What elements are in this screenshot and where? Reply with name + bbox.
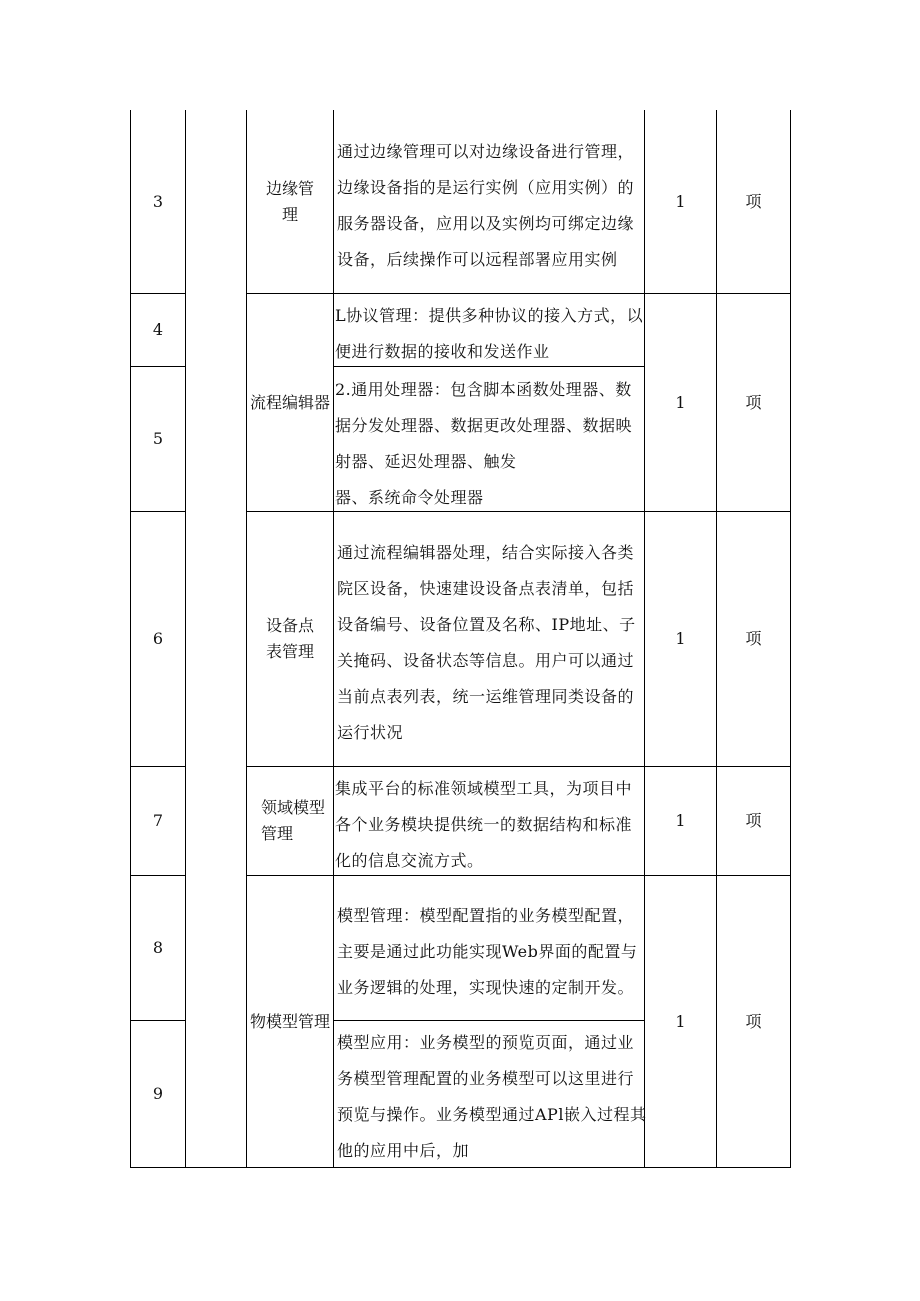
unit: 项 — [745, 191, 762, 211]
item-name-line: 管理 — [261, 824, 294, 843]
desc-line: 边缘设备指的是运行实例（应用实例）的 — [337, 178, 635, 197]
item-name-line: 设备点 — [265, 616, 314, 635]
item-description — [335, 372, 632, 516]
desc-line: 主要是通过此功能实现Web界面的配置与 — [337, 942, 638, 961]
table-col-divider — [185, 110, 186, 1168]
unit: 项 — [745, 392, 762, 412]
quantity: 1 — [675, 1011, 686, 1031]
desc-line: 模型应用：业务模型的预览页面，通过业 — [337, 1033, 635, 1052]
desc-line: 业务逻辑的处理，实现快速的定制开发。 — [337, 978, 635, 997]
item-description — [335, 771, 632, 879]
item-description — [337, 898, 637, 1006]
quantity: 1 — [675, 629, 686, 648]
desc-line: 当前点表列表，统一运维管理同类设备的 — [337, 687, 635, 706]
item-name-line: 理 — [281, 204, 298, 224]
item-name-line: 表管理 — [265, 642, 314, 661]
item-name — [247, 512, 333, 766]
item-description — [337, 1025, 646, 1169]
desc-line: 设备，后续操作可以远程部署应用实例 — [337, 250, 618, 269]
item-description — [335, 298, 643, 370]
row-number: 5 — [152, 429, 164, 448]
row-number: 3 — [152, 191, 164, 211]
desc-line: 各个业务模块提供统一的数据结构和标准 — [335, 815, 633, 834]
desc-line: 模型管理：模型配置指的业务模型配置， — [337, 906, 635, 925]
desc-line: 设备编号、设备位置及名称、IP地址、子 — [337, 615, 636, 634]
desc-line: 服务器设备，应用以及实例均可绑定边缘 — [337, 214, 635, 233]
table-border-right — [790, 110, 791, 1168]
desc-line: 院区设备，快速建设设备点表清单，包括 — [337, 579, 635, 598]
item-name-thing-model: 物模型管理 — [249, 1011, 330, 1031]
desc-line: 通过流程编辑器处理，结合实际接入各类 — [337, 543, 635, 562]
desc-line: 2.通用处理器：包含脚本函数处理器、数 — [335, 380, 632, 399]
row-divider — [333, 1020, 644, 1021]
desc-line: 射器、延迟处理器、触发 — [335, 452, 517, 471]
desc-line: 通过边缘管理可以对边缘设备进行管理， — [337, 142, 635, 161]
desc-line: 化的信息交流方式。 — [335, 851, 484, 870]
unit: 项 — [745, 811, 762, 830]
row-number: 6 — [152, 629, 164, 648]
item-name — [247, 110, 333, 293]
item-description — [337, 535, 636, 751]
row-number: 8 — [152, 938, 164, 957]
desc-line: 集成平台的标准领域模型工具，为项目中 — [335, 779, 633, 798]
item-name — [247, 767, 333, 875]
item-name-flow-editor: 流程编辑器 — [249, 392, 330, 412]
row-number: 7 — [152, 811, 164, 830]
item-name-line: 边缘管 — [265, 178, 314, 198]
quantity: 1 — [675, 392, 686, 412]
desc-line: 器、系统命令处理器 — [335, 488, 484, 507]
table-col-divider — [333, 110, 334, 1168]
desc-line: 关掩码、设备状态等信息。用户可以通过 — [337, 651, 635, 670]
item-description — [337, 134, 634, 278]
item-name-line: 领域模型 — [261, 798, 326, 817]
row-number: 9 — [152, 1084, 164, 1103]
unit: 项 — [745, 1011, 762, 1031]
quantity: 1 — [675, 811, 686, 830]
desc-line: 预览与操作。业务模型通过APl嵌入过程其 — [337, 1105, 647, 1124]
desc-line: 务模型管理配置的业务模型可以这里进行 — [337, 1069, 635, 1088]
quantity: 1 — [675, 191, 686, 211]
desc-line: 运行状况 — [337, 723, 404, 742]
unit: 项 — [745, 629, 762, 648]
desc-line: 据分发处理器、数据更改处理器、数据映 — [335, 416, 633, 435]
desc-line: 便进行数据的接收和发送作业 — [335, 342, 550, 361]
desc-line: L协议管理：提供多种协议的接入方式，以 — [335, 306, 644, 325]
desc-line: 他的应用中后，加 — [337, 1141, 470, 1160]
row-number: 4 — [152, 320, 164, 339]
